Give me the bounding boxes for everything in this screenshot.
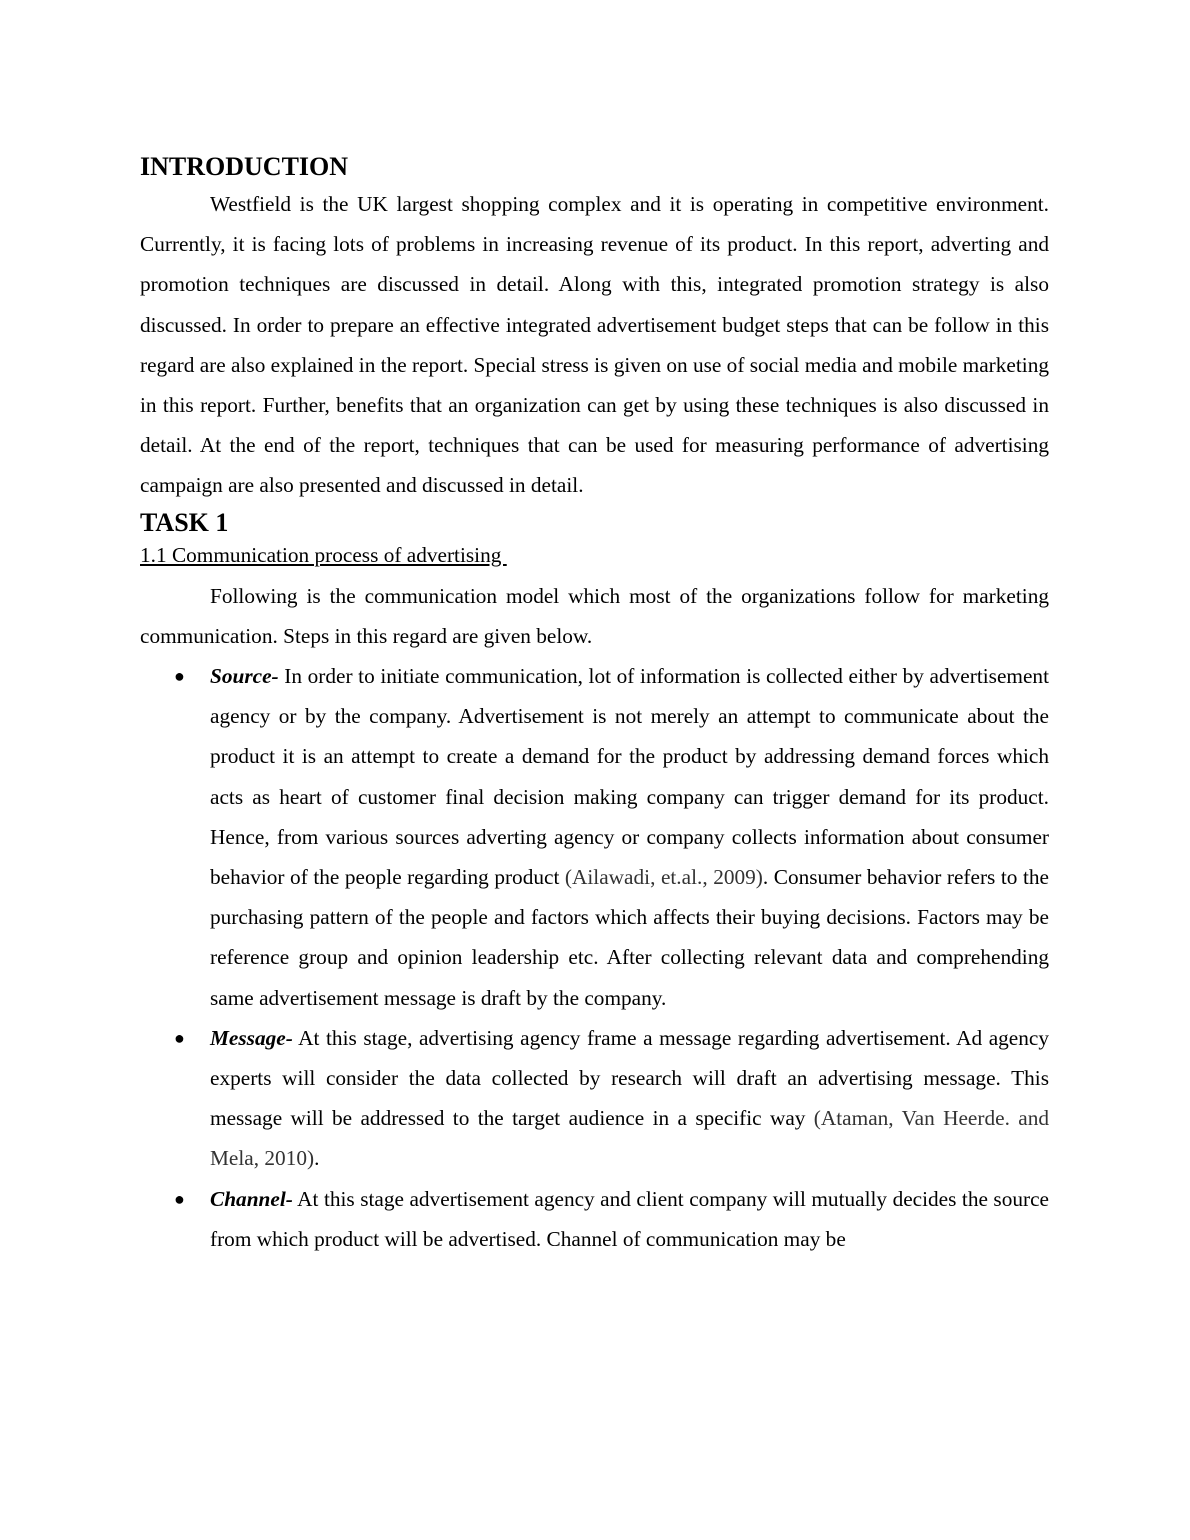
introduction-heading: INTRODUCTION [140, 152, 349, 181]
list-item-channel [140, 1179, 1049, 1259]
source-citation: (Ailawadi, et.al., 2009) [564, 865, 763, 890]
task-1-lead-paragraph: Following is the communication model which most of the organizations follow for marketing communication. Steps in this regard are given below. [140, 583, 1049, 648]
message-text-before: At this stage, advertising agency frame a message regarding advertisement. Ad agency experts will consider the data collected by research will draft an advertising message. This message will be addressed to the target audience in a specific way [210, 1025, 1049, 1131]
list-item-message [140, 1018, 1049, 1179]
source-text-before: In order to initiate communication, lot of information is collected either by advertisement agency or by the company. Advertisement is not merely an attempt to communicate about the product it is an attempt to create a demand for the product by addressing demand forces which acts as heart of customer final decision making company can trigger demand for its product. Hence, from various sources adverting agency or company collects information about consumer behavior of the people regarding product [210, 664, 1049, 890]
bullet-icon: ● [174, 1188, 185, 1209]
message-citation: (Ataman, Van Heerde. and Mela, 2010) [210, 1106, 1050, 1171]
task-1-heading: TASK 1 [140, 507, 229, 537]
term-message: Message- [210, 1025, 293, 1050]
section-1-1-subheading: 1.1 Communication process of advertising [140, 542, 507, 567]
communication-steps-list [140, 656, 1049, 1259]
bullet-icon: ● [174, 666, 185, 687]
term-source: Source- [210, 664, 279, 689]
bullet-icon: ● [174, 1027, 185, 1048]
message-text-after: . [314, 1146, 320, 1171]
list-item-source [140, 656, 1049, 1018]
document-page [140, 150, 1049, 1259]
source-text-after: . Consumer behavior refers to the purchasing pattern of the people and factors which affects their buying decisions. Factors may be reference group and opinion leadership etc. After collecting relevant data and comprehending same advertisement message is draft by the company. [210, 865, 1049, 1010]
introduction-paragraph: Westfield is the UK largest shopping complex and it is operating in competitive environment. Currently, it is facing lots of problems in increasing revenue of its product. In this report, adverting and promotion techniques are discussed in detail. Along with this, integrated promotion strategy is also discussed. In order to prepare an effective integrated advertisement budget steps that can be follow in this regard are also explained in the report. Special stress is given on use of social media and mobile marketing in this report. Further, benefits that an organization can get by using these techniques is also discussed in detail. At the end of the report, techniques that can be used for measuring performance of advertising campaign are also presented and discussed in detail. [140, 192, 1049, 498]
term-channel: Channel- [210, 1186, 293, 1211]
channel-text-before: At this stage advertisement agency and client company will mutually decides the source from which product will be advertised. Channel of communication may be [210, 1186, 1049, 1251]
